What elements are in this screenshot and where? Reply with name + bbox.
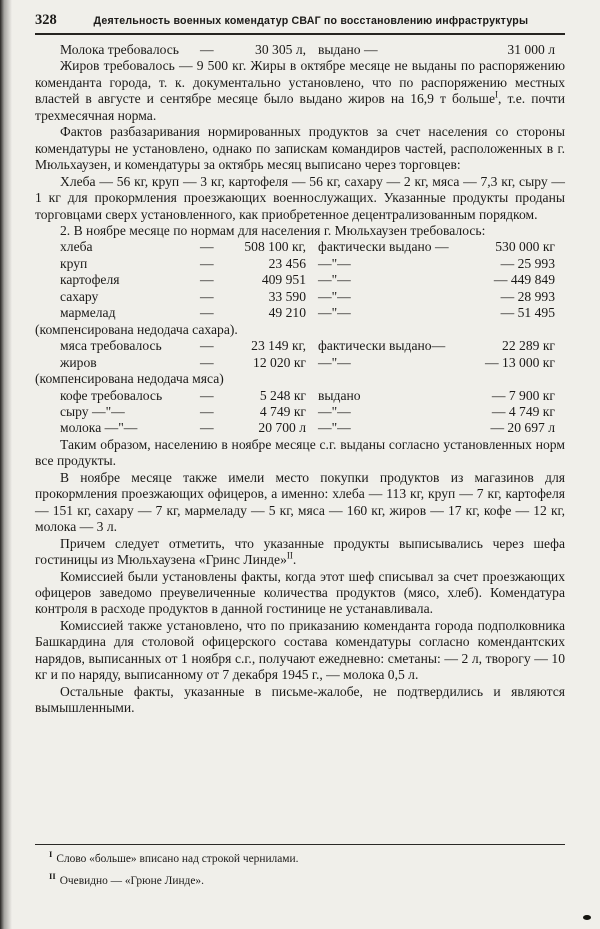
required-amount: 508 100 кг,	[244, 239, 306, 255]
ditto-mark: —"—	[318, 272, 351, 288]
dash: —	[200, 288, 214, 304]
paragraph-hotel-tail: .	[292, 552, 297, 568]
issued-amount: — 20 697 л	[490, 420, 555, 436]
paragraph-conclusion: Таким образом, населению в ноябре месяце с.г. выданы согласно установленных норм все продукты.	[35, 436, 565, 469]
ration-row	[60, 289, 565, 305]
issued-amount: — 449 849	[493, 272, 555, 288]
paragraph-fats-tail: , т.е. почти трехмесячная норма.	[35, 91, 565, 123]
required-amount: 33 590	[268, 288, 306, 304]
issued-label: выдано —	[318, 42, 378, 57]
required-amount: 409 951	[261, 272, 306, 288]
dash: —	[200, 403, 214, 419]
ration-row	[60, 338, 565, 354]
page-binding-shadow	[0, 0, 12, 929]
paragraph-commission-1: Комиссией были установлены факты, когда этот шеф списывал за счет проезжающих офицеров заведомо преувеличенные количества продуктов (мясо, хлеб). Комендатура контроля в расходе продуктов в данной гостинице не устанавливала.	[35, 568, 565, 617]
product-label: хлеба	[60, 239, 93, 255]
required-amount: 23 456	[268, 255, 306, 271]
footnote-divider	[35, 844, 565, 845]
dash: —	[200, 354, 214, 370]
ration-row-milk-october	[60, 42, 565, 58]
issued-label: фактически выдано —	[318, 239, 449, 255]
issued-amount: 22 289 кг	[502, 338, 555, 354]
paragraph-fats-text: Жиров требовалось — 9 500 кг. Жиры в октябре месяце не выданы по распоряжению коменданта города, т. к. документально установлено, что по распоряжению местных властей в августе и сентябре месяце было выдано жиров на 16,9 т больше	[35, 58, 565, 107]
dash: —	[200, 305, 214, 321]
product-label: картофеля	[60, 272, 120, 288]
footnote-marker: II	[49, 870, 56, 881]
required-amount: 30 305 л,	[255, 42, 306, 57]
required-amount: 4 749 кг	[259, 403, 306, 419]
paragraph-final: Остальные факты, указанные в письме-жалобе, не подтвердились и являются вымышленными.	[35, 683, 565, 716]
paragraph-hotel	[35, 536, 565, 569]
issued-amount: — 25 993	[500, 255, 555, 271]
issued-amount: — 51 495	[500, 305, 555, 321]
ditto-mark: —"—	[318, 354, 351, 370]
page-number: 328	[35, 12, 57, 28]
ditto-mark: —"—	[318, 403, 351, 419]
ration-row	[60, 420, 565, 436]
issued-amount: — 28 993	[500, 288, 555, 304]
dash: —	[200, 420, 214, 436]
product-label: мяса требовалось	[60, 338, 162, 354]
ditto-mark: —"—	[318, 255, 351, 271]
required-amount: 5 248 кг	[259, 387, 306, 403]
table-note-sugar: (компенсирована недодача сахара).	[35, 321, 238, 337]
required-amount: 49 210	[268, 305, 306, 321]
scan-artifact	[583, 915, 591, 920]
dash: —	[200, 272, 214, 288]
ration-row	[60, 256, 565, 272]
footnotes-section	[35, 844, 565, 895]
product-label: кофе требовалось	[60, 387, 163, 403]
required-amount: 12 020 кг	[253, 354, 306, 370]
paragraph-commission-2: Комиссией также установлено, что по приказанию коменданта города подполковника Башкардина для столовой офицерского состава комендатуры согласно комендантских нарядов, выписанных от 1 ноября с.г., получают ежедневно: сметаны: — 2 л, творогу — 10 кг и по наряду, выписанному от 7 декабря 1945 г., — молока 0,5 л.	[35, 617, 565, 683]
running-title: Деятельность военных комендатур СВАГ по восстановлению инфраструктуры	[93, 15, 529, 27]
required-amount: 23 149 кг,	[251, 338, 306, 354]
paragraph-november-intro: 2. В ноябре месяце по нормам для населения г. Мюльхаузен требовалось:	[60, 222, 486, 238]
footnote-marker: I	[49, 849, 53, 860]
dash: —	[200, 42, 214, 57]
dash: —	[200, 387, 214, 403]
ration-row	[60, 388, 565, 404]
issued-label: выдано	[318, 387, 361, 403]
footnote	[35, 870, 565, 889]
dash: —	[200, 239, 214, 255]
issued-amount: — 7 900 кг	[491, 387, 555, 403]
footnote	[35, 849, 565, 867]
ration-row	[60, 272, 565, 288]
product-label: мармелад	[60, 305, 116, 321]
issued-amount: — 13 000 кг	[485, 354, 555, 370]
table-note-meat: (компенсирована недодача мяса)	[35, 371, 224, 387]
ration-row	[60, 305, 565, 321]
ration-table	[35, 239, 565, 436]
product-label: Молока требовалось	[60, 42, 179, 57]
ditto-mark: —"—	[318, 305, 351, 321]
dash: —	[200, 255, 214, 271]
issued-amount: 530 000 кг	[495, 239, 555, 255]
product-label: жиров	[60, 354, 97, 370]
product-label: круп	[60, 255, 88, 271]
document-body	[35, 35, 565, 840]
ration-row	[60, 355, 565, 371]
paragraph-facts: Фактов разбазаривания нормированных продуктов за счет населения со стороны комендатуры не установлено, однако по запискам командиров частей, расположенных в г. Мюльхаузен, и комендатуры за октябрь месяц выписано через торговцев:	[35, 124, 565, 173]
ditto-mark: —"—	[318, 420, 351, 436]
issued-amount: — 4 749 кг	[491, 403, 555, 419]
dash: —	[200, 338, 214, 354]
footnote-text: Очевидно — «Грюне Линде».	[59, 874, 204, 887]
paragraph-purchases: В ноябре месяце также имели место покупки продуктов из магазинов для прокормления проезжающих офицеров, а именно: хлеба — 113 кг, круп — 7 кг, картофеля — 151 кг, сахару — 7 кг, мармеладу — 5 кг, мяса — 160 кг, жиров — 17 кг, кофе — 12 кг, молока — 3 л.	[35, 469, 565, 535]
issued-label: фактически выдано—	[318, 338, 446, 354]
paragraph-bread-list: Хлеба — 56 кг, круп — 3 кг, картофеля — 56 кг, сахару — 2 кг, мяса — 7,3 кг, сыру — 1 кг для прокормления проезжающих военнослужащих. Указанные продукты проданы торговцами сверх установленного, как приобретенное децентрализованным порядком.	[35, 173, 565, 222]
product-label: сыру —"—	[60, 403, 125, 419]
ration-row	[60, 239, 565, 255]
product-label: сахару	[60, 288, 99, 304]
paragraph-hotel-text: Причем следует отметить, что указанные продукты выписывались через шефа гостиницы из Мюльхаузена «Гринс Линде»	[35, 535, 565, 568]
issued-amount: 31 000 л	[507, 42, 555, 57]
footnote-marker: I	[495, 89, 499, 100]
running-header	[35, 12, 565, 35]
footnote-text: Слово «больше» вписано над строкой чернилами.	[56, 853, 299, 865]
paragraph-fats	[35, 58, 565, 124]
footnote-marker: II	[286, 550, 293, 561]
required-amount: 20 700 л	[258, 420, 306, 436]
ditto-mark: —"—	[318, 288, 351, 304]
ration-row	[60, 404, 565, 420]
product-label: молока —"—	[60, 420, 138, 436]
